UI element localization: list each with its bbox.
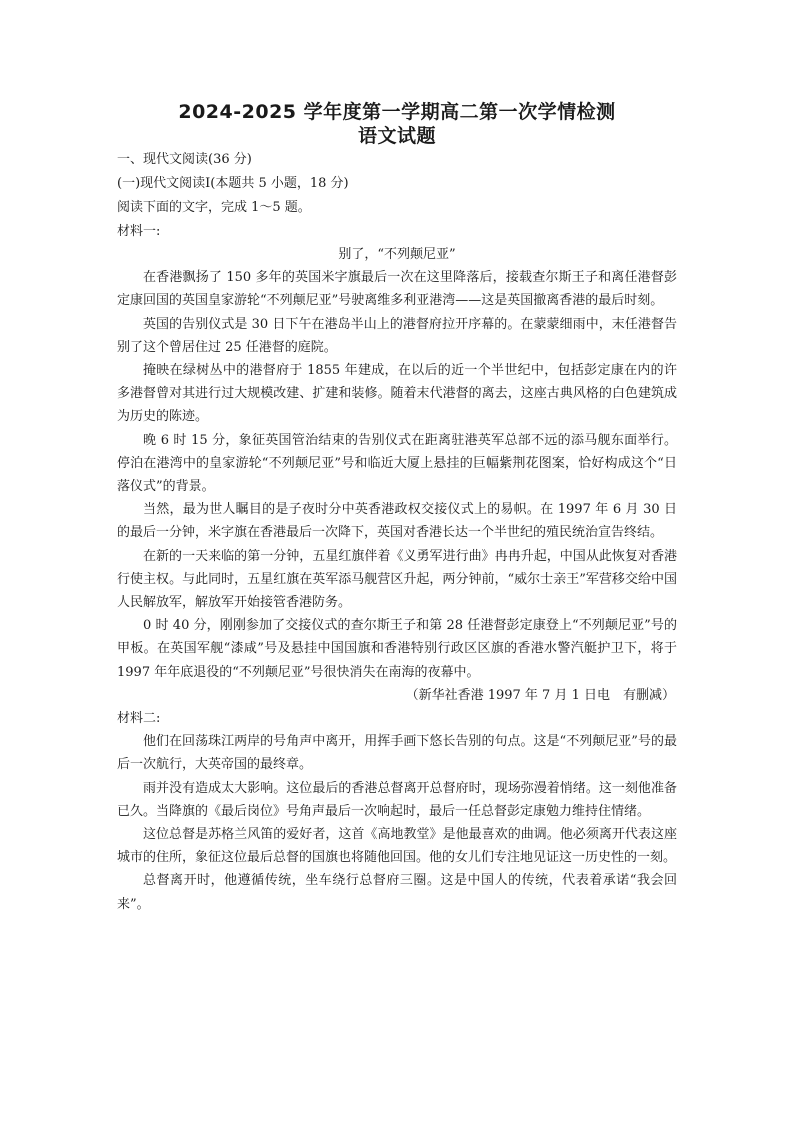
paragraph: 这位总督是苏格兰风笛的爱好者，这首《高地教堂》是他最喜欢的曲调。他必须离开代表这座城市的住所，象征这位最后总督的国旗也将随他回国。他的女儿们专注地见证这一历史性的一刻。 <box>117 827 677 866</box>
paragraph: 掩映在绿树丛中的港督府于 1855 年建成，在以后的近一个半世纪中，包括彭定康在内的许多港督曾对其进行过大规模改建、扩建和装修。随着末代港督的离去，这座古典风格的白色建筑成为历史的陈迹。 <box>117 363 677 425</box>
material-one-label: 材料一: <box>117 224 161 239</box>
exam-subtitle: 语文试题 <box>357 125 436 147</box>
paragraph: 在新的一天来临的第一分钟，五星红旗伴着《义勇军进行曲》冉冉升起，中国从此恢复对香港行使主权。与此同时，五星红旗在英军添马舰营区升起，两分钟前，“威尔士亲王”军营移交给中国人民解放军，解放军开始接管香港防务。 <box>117 548 677 611</box>
paragraph: 英国的告别仪式是 30 日下午在港岛半山上的港督府拉开序幕的。在蒙蒙细雨中，末任港督告别了这个曾居住过 25 任港督的庭院。 <box>117 316 677 355</box>
section-subheading: (一)现代文阅读Ⅰ(本题共 5 小题，18 分) <box>117 176 349 191</box>
material-one-body <box>117 243 677 916</box>
reading-instruction: 阅读下面的文字，完成 1～5 题。 <box>117 200 311 215</box>
section-heading: 一、现代文阅读(36 分) <box>117 152 252 167</box>
paragraph: 0 时 40 分，刚刚参加了交接仪式的查尔斯王子和第 28 任港督彭定康登上“不列颠尼亚”号的甲板。在英国军舰“漆咸”号及悬挂中国国旗和香港特别行政区区旗的香港水警汽艇护卫下，将于 1997 年年底退役的“不列颠尼亚”号很快消失在南海的夜幕中。 <box>117 618 677 680</box>
material-two-label: 材料二: <box>117 711 161 727</box>
paragraph: 他们在回荡珠江两岸的号角声中离开，用挥手画下悠长告别的句点。这是“不列颠尼亚”号的最后一次航行，大英帝国的最终章。 <box>117 734 677 773</box>
news-source: （新华社香港 1997 年 7 月 1 日电 有删减） <box>405 687 675 703</box>
paragraph: 晚 6 时 15 分，象征英国管治结束的告别仪式在距离驻港英军总部不远的添马舰东面举行。停泊在港湾中的皇家游轮“不列颠尼亚”号和临近大厦上悬挂的巨幅紫荆花图案，恰好构成这个“日落仪式”的背景。 <box>117 432 677 495</box>
exam-title: 2024-2025 学年度第一学期高二第一次学情检测 <box>178 101 616 123</box>
paragraph: 在香港飘扬了 150 多年的英国米字旗最后一次在这里降落后，接载查尔斯王子和离任港督彭定康回国的英国皇家游轮“不列颠尼亚”号驶离维多利亚港湾——这是英国撤离香港的最后时刻。 <box>117 270 677 309</box>
article-title: 别了，“不列颠尼亚” <box>338 247 456 262</box>
paragraph: 雨并没有造成太大影响。这位最后的香港总督离开总督府时，现场弥漫着悄绪。这一刻他准备已久。当降旗的《最后岗位》号角声最后一次响起时，最后一任总督彭定康勉力维持住情绪。 <box>117 780 677 819</box>
paragraph: 当然，最为世人瞩目的是子夜时分中英香港政权交接仪式上的易帜。在 1997 年 6 月 30 日的最后一分钟，米字旗在香港最后一次降下，英国对香港长达一个半世纪的殖民统治宣告终结。 <box>117 502 677 541</box>
paragraph: 总督离开时，他遵循传统，坐车绕行总督府三圈。这是中国人的传统，代表着承诺“我会回来”。 <box>117 873 677 912</box>
